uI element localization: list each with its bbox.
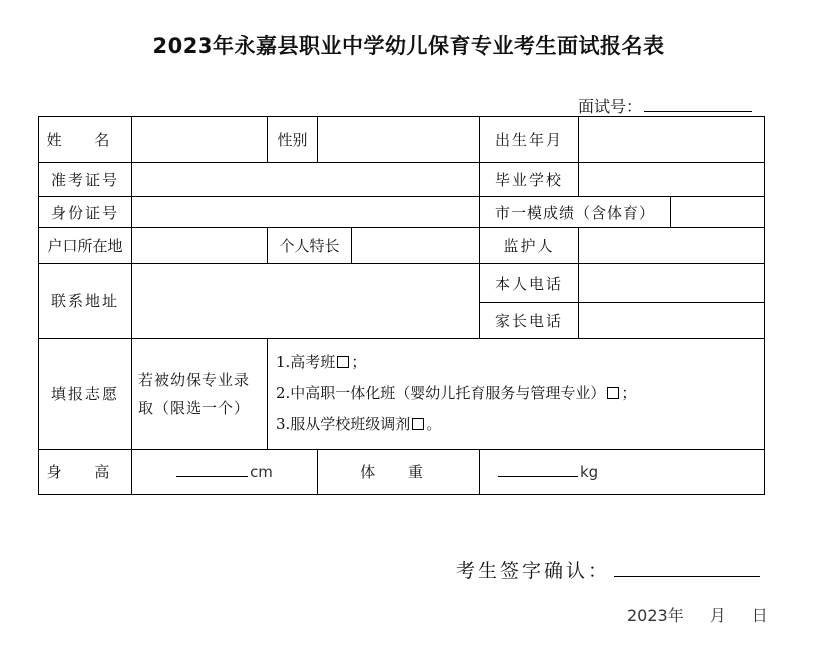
input-self-phone[interactable] bbox=[579, 264, 765, 303]
label-gender: 性别 bbox=[268, 117, 318, 163]
input-parent-phone[interactable] bbox=[579, 303, 765, 338]
height-blank[interactable] bbox=[176, 462, 248, 477]
option-3: 3.服从学校班级调剂 。 bbox=[276, 415, 442, 434]
registration-table bbox=[38, 116, 765, 495]
label-height: 身 高 bbox=[39, 449, 132, 494]
checkbox-icon[interactable] bbox=[412, 418, 424, 430]
label-birth: 出生年月 bbox=[480, 117, 579, 163]
date-year: 2023年 bbox=[627, 606, 684, 625]
input-mock-score[interactable] bbox=[671, 197, 765, 228]
input-name[interactable] bbox=[132, 117, 268, 163]
label-id-number: 身份证号 bbox=[39, 197, 132, 228]
option-1: 1.高考班 ； bbox=[276, 353, 367, 372]
interview-number-blank[interactable] bbox=[644, 97, 752, 112]
input-guardian[interactable] bbox=[579, 228, 765, 264]
height-unit: cm bbox=[250, 463, 273, 482]
weight-blank[interactable] bbox=[498, 462, 578, 477]
input-birth[interactable] bbox=[579, 117, 765, 163]
label-address: 联系地址 bbox=[39, 264, 132, 338]
input-weight[interactable] bbox=[480, 449, 765, 494]
label-graduation-school: 毕业学校 bbox=[480, 163, 579, 197]
interview-number bbox=[578, 94, 752, 117]
volunteer-note: 若被幼保专业录取（限选一个） bbox=[132, 338, 268, 449]
weight-unit: kg bbox=[580, 463, 599, 482]
input-height[interactable] bbox=[132, 449, 318, 494]
label-guardian: 监护人 bbox=[480, 228, 579, 264]
input-residence[interactable] bbox=[132, 228, 268, 264]
label-name: 姓 名 bbox=[39, 117, 132, 163]
input-specialty[interactable] bbox=[352, 228, 480, 264]
signature-area bbox=[456, 556, 760, 583]
label-specialty: 个人特长 bbox=[268, 228, 352, 264]
signature-label: 考生签字确认： bbox=[456, 560, 611, 582]
signature-blank[interactable] bbox=[614, 560, 760, 577]
checkbox-icon[interactable] bbox=[337, 356, 349, 368]
checkbox-icon[interactable] bbox=[607, 387, 619, 399]
label-volunteer: 填报志愿 bbox=[39, 338, 132, 449]
input-exam-number[interactable] bbox=[132, 163, 480, 197]
label-self-phone: 本人电话 bbox=[480, 264, 579, 303]
input-gender[interactable] bbox=[318, 117, 480, 163]
interview-number-label: 面试号： bbox=[578, 97, 643, 116]
input-id-number[interactable] bbox=[132, 197, 480, 228]
label-mock-score: 市一模成绩（含体育） bbox=[480, 197, 671, 228]
label-residence: 户口所在地 bbox=[39, 228, 132, 264]
date-day: 日 bbox=[751, 606, 768, 625]
label-parent-phone: 家长电话 bbox=[480, 303, 579, 338]
option-2: 2.中高职一体化班（婴幼儿托育服务与管理专业） ； bbox=[276, 384, 637, 403]
label-weight: 体 重 bbox=[318, 449, 480, 494]
sign-date bbox=[627, 603, 768, 626]
form-title: 2023年永嘉县职业中学幼儿保育专业考生面试报名表 bbox=[152, 34, 665, 58]
volunteer-options bbox=[268, 338, 765, 449]
input-graduation-school[interactable] bbox=[579, 163, 765, 197]
label-exam-number: 准考证号 bbox=[39, 163, 132, 197]
date-month: 月 bbox=[709, 606, 726, 625]
input-address[interactable] bbox=[132, 264, 480, 338]
